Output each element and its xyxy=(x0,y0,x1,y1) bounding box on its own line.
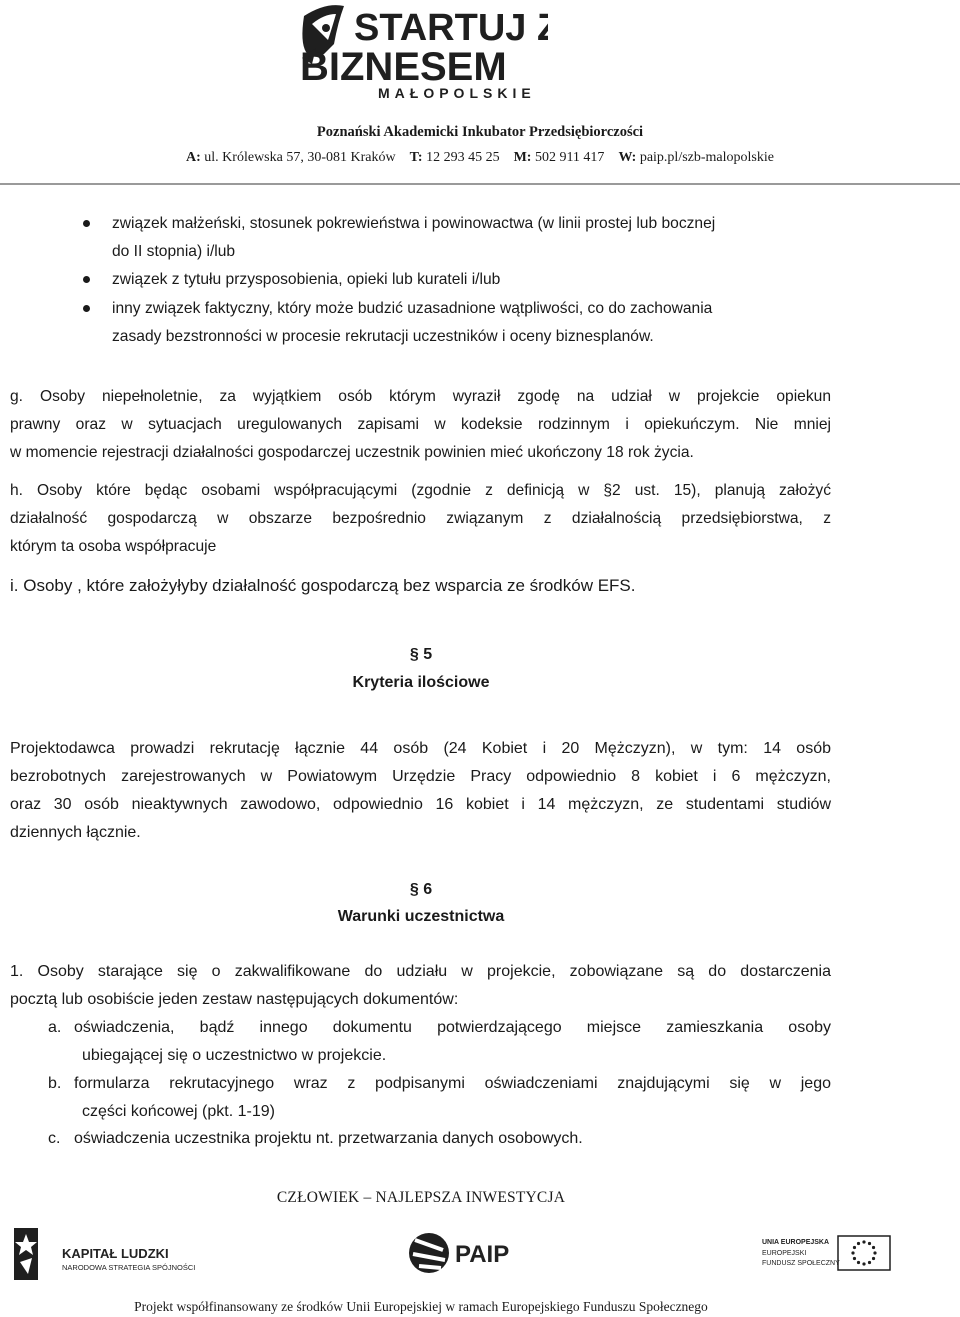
bullet-1-line-2: do II stopnia) i/lub xyxy=(112,243,236,260)
para-h-line-2: działalność gospodarczą w obszarze bezpośrednio związanym z działalnością przedsiębiorstwa, z xyxy=(10,510,831,527)
bullet-dot xyxy=(83,305,90,312)
sec5-line-2: bezrobotnych zarejestrowanych w Powiatowym Urzędzie Pracy odpowiednio 8 kobiet i 6 mężczyzn, xyxy=(10,768,831,785)
item-a-line-2: ubiegającej się o uczestnictwo w projekcie. xyxy=(82,1047,387,1064)
kapital-ludzki-title: KAPITAŁ LUDZKI xyxy=(62,1246,169,1261)
section-6-number: § 6 xyxy=(409,881,433,898)
section-5-title: Kryteria ilościowe xyxy=(352,674,490,691)
phone: 12 293 45 25 xyxy=(426,150,500,165)
header-divider xyxy=(0,183,960,185)
startuj-z-biznesem-logo xyxy=(298,2,548,100)
para-h-line-1: h. Osoby które będąc osobami współpracującymi (zgodnie z definicją w §2 ust. 15), planują założyć xyxy=(10,482,831,499)
sec5-line-4: dziennych łącznie. xyxy=(10,824,141,841)
footer-slogan: CZŁOWIEK – NAJLEPSZA INWESTYCJA xyxy=(276,1189,566,1206)
item-b-marker: b. xyxy=(48,1075,62,1092)
kapital-ludzki-emblem-icon xyxy=(14,1228,38,1280)
para-g-line-3: w momencie rejestracji działalności gospodarczej uczestnik powinien mieć ukończony 18 rok życia. xyxy=(10,444,694,461)
bullet-2-line-1: związek z tytułu przysposobienia, opieki lub kurateli i/lub xyxy=(112,271,501,288)
bullet-dot xyxy=(83,220,90,227)
mobile-label: M: xyxy=(513,150,532,165)
kapital-ludzki-subtitle: NARODOWA STRATEGIA SPÓJNOŚCI xyxy=(62,1263,196,1272)
address: ul. Królewska 57, 30-081 Kraków xyxy=(204,150,396,165)
logo-word-startuj: STARTUJ Z xyxy=(354,7,548,49)
item-a-marker: a. xyxy=(48,1019,62,1036)
bullet-1-line-1: związek małżeński, stosunek pokrewieństwa i powinowactwa (w linii prostej lub bocznej xyxy=(112,215,716,232)
eu-star-icon xyxy=(868,1261,871,1264)
sec6-intro-line-2: pocztą lub osobiście jeden zestaw następujących dokumentów: xyxy=(10,991,459,1008)
logo-word-biznesem: BIZNESEM xyxy=(300,45,507,89)
paip-logo xyxy=(405,1228,515,1278)
item-a-line-1: oświadczenia, bądź innego dokumentu potwierdzającego miejsce zamieszkania osoby xyxy=(74,1019,831,1036)
eu-star-icon xyxy=(872,1257,875,1260)
eu-star-icon xyxy=(853,1246,856,1249)
eu-star-icon xyxy=(851,1251,854,1254)
kapital-ludzki-logo xyxy=(10,1222,210,1284)
item-b-line-2: części końcowej (pkt. 1-19) xyxy=(82,1103,275,1120)
eu-star-icon xyxy=(872,1246,875,1249)
sec6-intro-line-1: 1. Osoby starające się o zakwalifikowane do udziału w projekcie, zobowiązane są do dostarczenia xyxy=(10,963,831,980)
eu-star-icon xyxy=(862,1262,865,1265)
bullet-3-line-2: zasady bezstronności w procesie rekrutacji uczestników i oceny biznesplanów. xyxy=(112,328,654,345)
section-5-number: § 5 xyxy=(409,646,433,663)
web-link[interactable]: paip.pl/szb-malopolskie xyxy=(639,150,774,165)
eu-logo-line-2: EUROPEJSKI xyxy=(762,1250,807,1257)
item-c-line-1: oświadczenia uczestnika projektu nt. przetwarzania danych osobowych. xyxy=(74,1130,583,1147)
sec5-line-3: oraz 30 osób nieaktywnych zawodowo, odpowiednio 16 kobiet i 14 mężczyzn, ze studentami studiów xyxy=(10,796,831,813)
eu-star-icon xyxy=(857,1242,860,1245)
logo-region: MAŁOPOLSKIE xyxy=(378,85,536,100)
item-b-line-1: formularza rekrutacyjnego wraz z podpisanymi oświadczeniami znajdującymi się w jego xyxy=(74,1075,831,1092)
item-c-marker: c. xyxy=(48,1130,61,1147)
contact-line xyxy=(0,150,960,166)
bullet-3-line-1: inny związek faktyczny, który może budzić uzasadnione wątpliwości, co do zachowania xyxy=(112,300,713,317)
sec5-line-1: Projektodawca prowadzi rekrutację łącznie 44 osób (24 Kobiet i 20 Mężczyzn), w tym: 14 osób xyxy=(10,740,831,757)
web-label: W: xyxy=(618,150,637,165)
eu-star-icon xyxy=(857,1261,860,1264)
paip-wordmark: PAIP xyxy=(455,1241,510,1268)
eu-star-icon xyxy=(862,1240,865,1243)
cofinancing-note: Projekt współfinansowany ze środków Unii Europejskiej w ramach Europejskiego Funduszu Społecznego xyxy=(134,1299,708,1314)
eu-star-icon xyxy=(853,1257,856,1260)
phone-label: T: xyxy=(409,150,423,165)
eu-flag-icon xyxy=(838,1236,890,1270)
eu-logo-line-1: UNIA EUROPEJSKA xyxy=(762,1239,830,1246)
organization-name: Poznański Akademicki Inkubator Przedsiębiorczości xyxy=(316,124,644,140)
mobile: 502 911 417 xyxy=(534,150,605,165)
bullet-dot xyxy=(83,276,90,283)
section-6-title: Warunki uczestnictwa xyxy=(337,908,505,925)
para-g-line-2: prawny oraz w sytuacjach uregulowanych zapisami w kodeksie rodzinnym i opiekuńczym. Nie mniej xyxy=(10,416,831,433)
para-g-line-1: g. Osoby niepełnoletnie, za wyjątkiem osób którym wyraził zgodę na udział w projekcie opiekun xyxy=(10,388,831,405)
eu-star-icon xyxy=(873,1251,876,1254)
address-label: A: xyxy=(186,150,201,165)
eu-efs-logo xyxy=(760,1232,895,1274)
eu-logo-line-3: FUNDUSZ SPOŁECZNY xyxy=(762,1260,840,1267)
eu-star-icon xyxy=(868,1242,871,1245)
paip-globe-icon xyxy=(409,1233,449,1273)
para-h-line-3: którym ta osoba współpracuje xyxy=(10,538,217,555)
paragraph-i: i. Osoby , które założyłyby działalność gospodarczą bez wsparcia ze środków EFS. xyxy=(10,576,636,595)
